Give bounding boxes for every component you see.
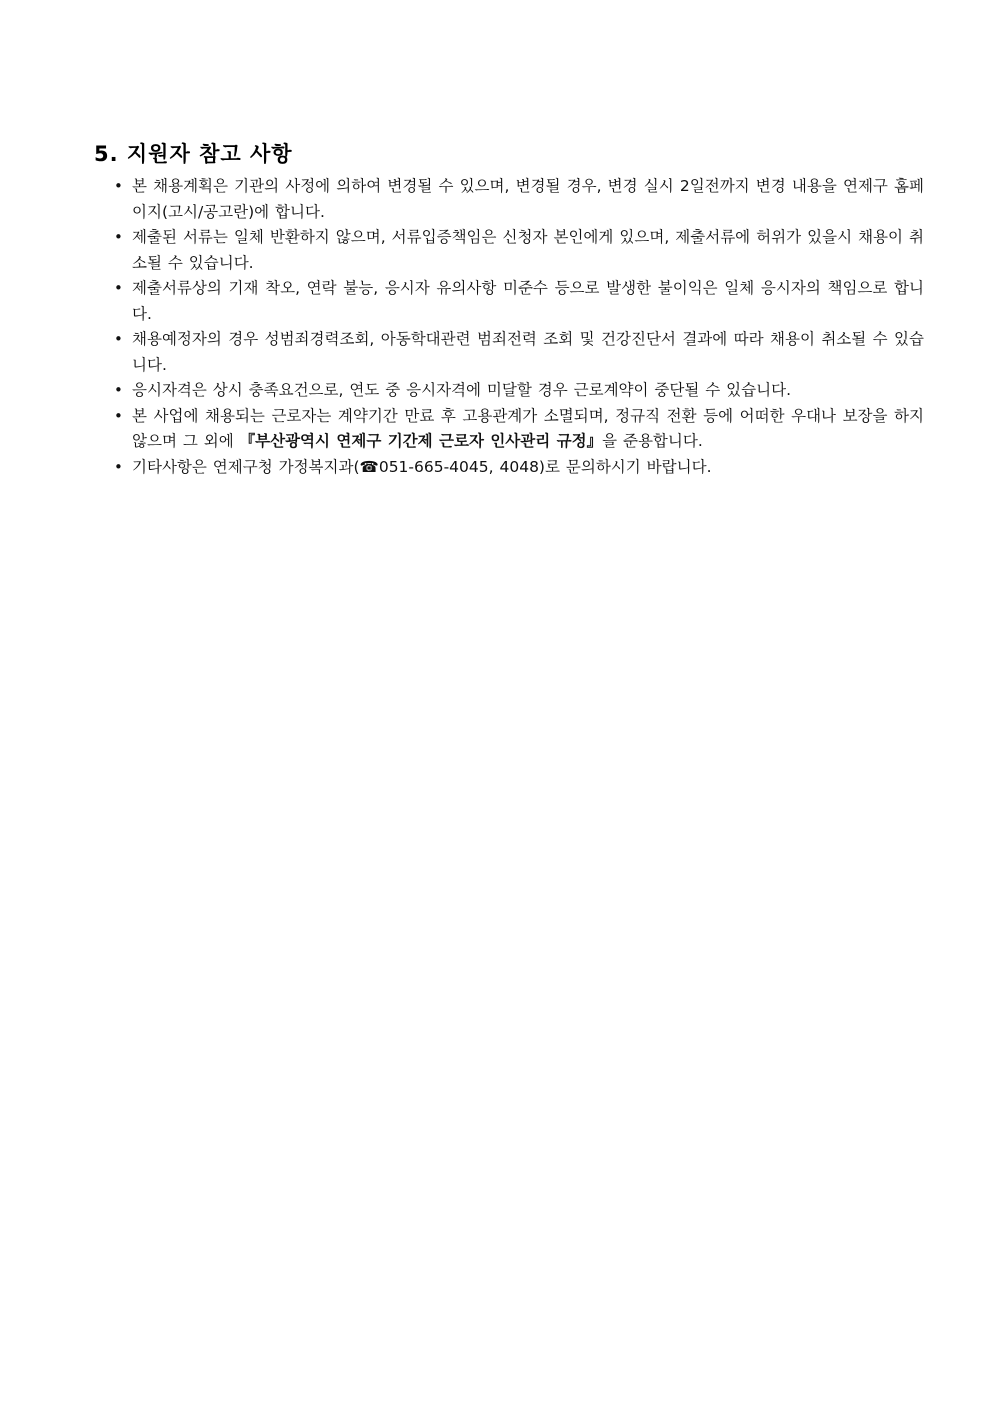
bullet-icon: • [114, 228, 123, 246]
note-text: 제출된 서류는 일체 반환하지 않으며, 서류입증책임은 신청자 본인에게 있으며, 제출서류에 허위가 있을시 채용이 취소될 수 있습니다. [132, 228, 924, 272]
note-text-after: 을 준용합니다. [602, 432, 703, 450]
note-text: 채용예정자의 경우 성범죄경력조회, 아동학대관련 범죄전력 조회 및 건강진단서 결과에 따라 채용이 취소될 수 있습니다. [132, 330, 924, 374]
note-text: 본 채용계획은 기관의 사정에 의하여 변경될 수 있으며, 변경될 경우, 변경 실시 2일전까지 변경 내용을 연제구 홈페이지(고시/공고란)에 합니다. [132, 177, 924, 221]
note-text-before: 본 사업에 채용되는 근로자는 계약기간 만료 후 고용관계가 소멸되며, 정규직 전환 등에 어떠한 우대나 보장을 하지 않으며 그 외에 [132, 406, 924, 450]
note-item-5 [112, 378, 924, 404]
note-text [132, 407, 924, 451]
bullet-icon: • [114, 457, 123, 476]
note-item-1 [112, 174, 924, 225]
section-title: 5. 지원자 참고 사항 [94, 142, 293, 166]
notes-list [112, 174, 924, 480]
note-text: 응시자격은 상시 충족요건으로, 연도 중 응시자격에 미달할 경우 근로계약이 중단될 수 있습니다. [132, 381, 792, 399]
note-item-3 [112, 276, 924, 327]
regulation-name: 『부산광역시 연제구 기간제 근로자 인사관리 규정』 [239, 432, 603, 450]
bullet-icon: • [114, 406, 123, 425]
note-item-6 [112, 404, 924, 455]
note-text: 기타사항은 연제구청 가정복지과(☎051-665-4045, 4048)로 문의하시기 바랍니다. [132, 457, 712, 476]
note-text: 제출서류상의 기재 착오, 연락 불능, 응시자 유의사항 미준수 등으로 발생한 불이익은 일체 응시자의 책임으로 합니다. [132, 279, 924, 323]
bullet-icon: • [114, 381, 123, 399]
note-item-7 [112, 455, 924, 481]
bullet-icon: • [114, 177, 123, 195]
bullet-icon: • [114, 330, 123, 348]
bullet-icon: • [114, 279, 123, 297]
note-item-4 [112, 327, 924, 378]
note-item-2 [112, 225, 924, 276]
